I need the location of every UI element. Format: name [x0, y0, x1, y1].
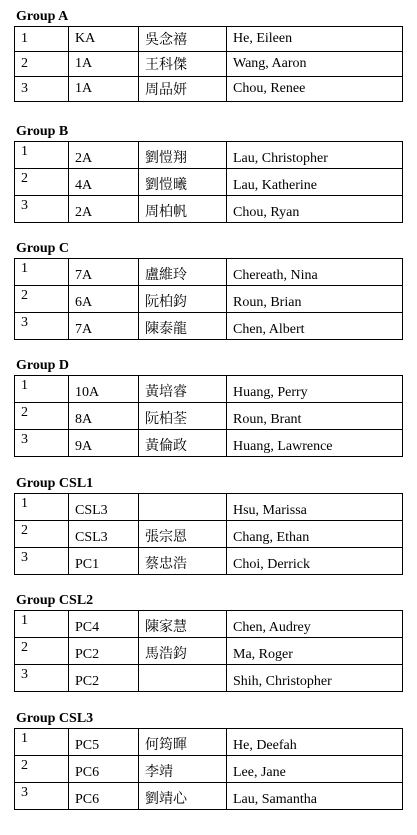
group-csl2 [14, 593, 403, 692]
group-title: Group CSL2 [16, 593, 94, 608]
group-title: Group C [16, 241, 70, 256]
group-csl1 [14, 476, 403, 575]
table-row [15, 548, 403, 575]
table-row [15, 196, 403, 223]
table-row [15, 665, 403, 692]
cell-grade: PC2 [69, 665, 139, 692]
table-row [15, 259, 403, 286]
cell-english-name: Chen, Audrey [227, 611, 403, 638]
roster-table [14, 26, 403, 102]
cell-number: 3 [15, 783, 69, 810]
table-row [15, 142, 403, 169]
cell-grade: 1A [69, 52, 139, 77]
cell-grade: 2A [69, 142, 139, 169]
cell-english-name: Chang, Ethan [227, 521, 403, 548]
cell-chinese-name: 吳念禧 [139, 27, 227, 52]
cell-number: 3 [15, 77, 69, 102]
cell-number: 1 [15, 259, 69, 286]
group-title: Group A [16, 9, 69, 24]
group-title: Group D [16, 358, 70, 373]
cell-chinese-name [139, 494, 227, 521]
cell-english-name: Chou, Renee [227, 77, 403, 102]
cell-number: 2 [15, 521, 69, 548]
cell-number: 1 [15, 611, 69, 638]
table-row [15, 27, 403, 52]
cell-chinese-name: 周柏帆 [139, 196, 227, 223]
cell-chinese-name: 王科傑 [139, 52, 227, 77]
cell-grade: 10A [69, 376, 139, 403]
cell-number: 3 [15, 430, 69, 457]
roster-table [14, 610, 403, 692]
cell-english-name: Choi, Derrick [227, 548, 403, 575]
cell-chinese-name: 陳家慧 [139, 611, 227, 638]
cell-english-name: Chen, Albert [227, 313, 403, 340]
cell-grade: PC2 [69, 638, 139, 665]
cell-chinese-name: 蔡忠浩 [139, 548, 227, 575]
group-d [14, 358, 403, 457]
cell-grade: 6A [69, 286, 139, 313]
cell-number: 1 [15, 27, 69, 52]
cell-number: 3 [15, 196, 69, 223]
cell-number: 1 [15, 729, 69, 756]
cell-grade: KA [69, 27, 139, 52]
table-row [15, 286, 403, 313]
cell-number: 3 [15, 548, 69, 575]
cell-grade: 1A [69, 77, 139, 102]
cell-english-name: Lau, Katherine [227, 169, 403, 196]
cell-chinese-name: 陳泰龍 [139, 313, 227, 340]
cell-english-name: Hsu, Marissa [227, 494, 403, 521]
cell-english-name: Lau, Samantha [227, 783, 403, 810]
cell-chinese-name: 李靖 [139, 756, 227, 783]
table-row [15, 169, 403, 196]
table-row [15, 494, 403, 521]
cell-chinese-name: 劉愷曦 [139, 169, 227, 196]
cell-grade: PC4 [69, 611, 139, 638]
cell-chinese-name: 劉靖心 [139, 783, 227, 810]
cell-grade: 4A [69, 169, 139, 196]
cell-number: 1 [15, 142, 69, 169]
cell-grade: PC6 [69, 756, 139, 783]
cell-chinese-name: 黃培睿 [139, 376, 227, 403]
cell-english-name: Shih, Christopher [227, 665, 403, 692]
cell-chinese-name: 阮柏鈞 [139, 286, 227, 313]
cell-english-name: Huang, Lawrence [227, 430, 403, 457]
cell-english-name: Roun, Brant [227, 403, 403, 430]
group-a [14, 9, 403, 102]
cell-grade: 7A [69, 259, 139, 286]
cell-grade: PC5 [69, 729, 139, 756]
group-c [14, 241, 403, 340]
cell-chinese-name: 周品妍 [139, 77, 227, 102]
cell-grade: PC1 [69, 548, 139, 575]
cell-grade: PC6 [69, 783, 139, 810]
cell-english-name: Roun, Brian [227, 286, 403, 313]
table-row [15, 638, 403, 665]
cell-english-name: Lee, Jane [227, 756, 403, 783]
group-b [14, 124, 403, 223]
table-row [15, 729, 403, 756]
table-row [15, 77, 403, 102]
group-title: Group CSL1 [16, 476, 94, 491]
cell-english-name: He, Deefah [227, 729, 403, 756]
roster-table [14, 375, 403, 457]
cell-chinese-name: 張宗恩 [139, 521, 227, 548]
cell-english-name: Chou, Ryan [227, 196, 403, 223]
table-row [15, 521, 403, 548]
cell-number: 2 [15, 638, 69, 665]
cell-number: 2 [15, 286, 69, 313]
cell-number: 3 [15, 313, 69, 340]
cell-english-name: Huang, Perry [227, 376, 403, 403]
cell-number: 2 [15, 403, 69, 430]
cell-english-name: Wang, Aaron [227, 52, 403, 77]
cell-grade: 8A [69, 403, 139, 430]
table-row [15, 756, 403, 783]
table-row [15, 611, 403, 638]
cell-grade: CSL3 [69, 521, 139, 548]
roster-table [14, 728, 403, 810]
roster-table [14, 493, 403, 575]
cell-chinese-name: 馬浩鈞 [139, 638, 227, 665]
group-title: Group CSL3 [16, 711, 94, 726]
group-title: Group B [16, 124, 69, 139]
table-row [15, 430, 403, 457]
cell-number: 2 [15, 169, 69, 196]
cell-english-name: He, Eileen [227, 27, 403, 52]
cell-chinese-name: 劉愷翔 [139, 142, 227, 169]
roster-table [14, 141, 403, 223]
cell-number: 2 [15, 756, 69, 783]
cell-grade: CSL3 [69, 494, 139, 521]
table-row [15, 376, 403, 403]
table-row [15, 403, 403, 430]
table-row [15, 783, 403, 810]
cell-grade: 2A [69, 196, 139, 223]
roster-table [14, 258, 403, 340]
cell-grade: 7A [69, 313, 139, 340]
cell-number: 2 [15, 52, 69, 77]
cell-number: 3 [15, 665, 69, 692]
cell-english-name: Chereath, Nina [227, 259, 403, 286]
cell-chinese-name: 何筠暉 [139, 729, 227, 756]
cell-english-name: Ma, Roger [227, 638, 403, 665]
table-row [15, 313, 403, 340]
cell-chinese-name [139, 665, 227, 692]
cell-grade: 9A [69, 430, 139, 457]
cell-english-name: Lau, Christopher [227, 142, 403, 169]
cell-number: 1 [15, 494, 69, 521]
cell-chinese-name: 盧維玲 [139, 259, 227, 286]
cell-chinese-name: 阮柏荃 [139, 403, 227, 430]
table-row [15, 52, 403, 77]
cell-chinese-name: 黃倫政 [139, 430, 227, 457]
cell-number: 1 [15, 376, 69, 403]
group-csl3 [14, 711, 403, 810]
